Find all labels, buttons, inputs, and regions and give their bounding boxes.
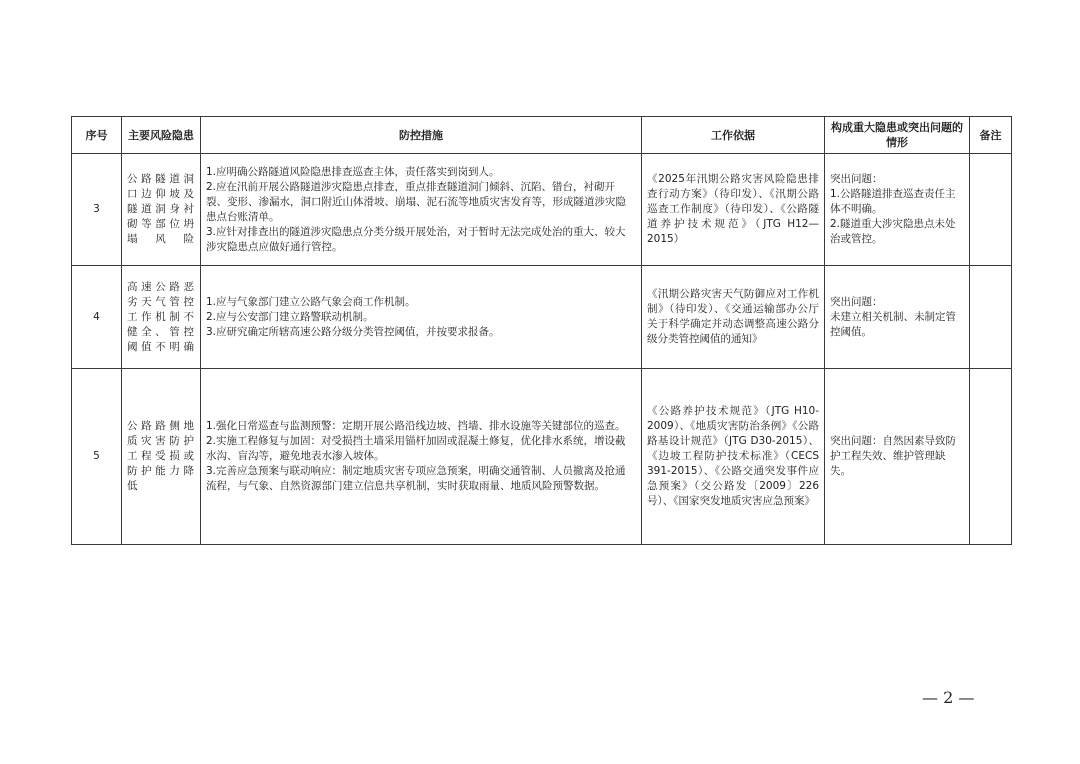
issue-item: 突出问题： [830, 295, 883, 308]
header-measures: 防控措施 [201, 117, 642, 154]
issue-item: 突出问题：自然因素导致防护工程失效、维护管理缺失。 [830, 435, 956, 477]
issues-cell [825, 266, 970, 369]
basis-cell: 《公路养护技术规范》（JTG H10-2009）、《地质灾害防治条例》《公路路基设计规范》（JTG D30-2015）、《边坡工程防护技术标准》（CECS 391-2015）、《公路交通突发事件应急预案》（交公路发〔2009〕226号）、《国家突发地质灾害应急预案》 [642, 369, 825, 545]
note-cell [970, 154, 1012, 266]
page-number: — 2 — [922, 688, 975, 707]
issues-cell [825, 369, 970, 545]
risk-description: 高速公路恶劣天气管控工作机制不健全、管控阈值不明确 [122, 266, 201, 369]
risk-description: 公路路侧地质灾害防护工程受损或防护能力降低 [122, 369, 201, 545]
row-number: 5 [72, 369, 122, 545]
issue-item: 未建立相关机制、未制定管控阈值。 [830, 310, 956, 338]
measure-item: 1.应明确公路隧道风险隐患排查巡查主体，责任落实到岗到人。 [206, 165, 500, 178]
measures-cell [201, 266, 642, 369]
risk-description: 公路隧道洞口边仰坡及隧道洞身衬砌等部位坍塌风险 [122, 154, 201, 266]
table-header-row [72, 117, 1012, 154]
row-number: 3 [72, 154, 122, 266]
table-row [72, 154, 1012, 266]
measure-item: 2.应在汛前开展公路隧道涉灾隐患点排查，重点排查隧道洞门倾斜、沉陷、错台，衬砌开裂、变形、渗漏水，洞口附近山体滑坡、崩塌、泥石流等地质灾害发育等，形成隧道涉灾隐患点台账清单。 [206, 180, 626, 223]
measure-item: 3.应研究确定所辖高速公路分级分类管控阈值，并按要求报备。 [206, 325, 500, 338]
header-no: 序号 [72, 117, 122, 154]
table-row [72, 266, 1012, 369]
header-issues: 构成重大隐患或突出问题的情形 [825, 117, 970, 154]
basis-cell: 《汛期公路灾害天气防御应对工作机制》（待印发）、《交通运输部办公厅关于科学确定并动态调整高速公路分级分类管控阈值的通知》 [642, 266, 825, 369]
measures-cell [201, 369, 642, 545]
issue-item: 突出问题： [830, 173, 883, 185]
header-risk: 主要风险隐患 [122, 117, 201, 154]
measures-cell [201, 154, 642, 266]
measure-item: 1.强化日常巡查与监测预警：定期开展公路沿线边坡、挡墙、排水设施等关键部位的巡查。 [206, 420, 626, 432]
header-basis: 工作依据 [642, 117, 825, 154]
note-cell [970, 266, 1012, 369]
table-row [72, 369, 1012, 545]
issue-item: 2.隧道重大涉灾隐患点未处治或管控。 [830, 218, 956, 245]
note-cell [970, 369, 1012, 545]
measure-item: 1.应与气象部门建立公路气象会商工作机制。 [206, 295, 416, 308]
row-number: 4 [72, 266, 122, 369]
measure-item: 2.实施工程修复与加固：对受损挡土墙采用锚杆加固或混凝土修复，优化排水系统，增设截水沟、盲沟等，避免地表水渗入坡体。 [206, 435, 626, 462]
issues-cell [825, 154, 970, 266]
measure-item: 3.应针对排查出的隧道涉灾隐患点分类分级开展处治，对于暂时无法完成处治的重大、较大涉灾隐患点应做好通行管控。 [206, 225, 626, 253]
issue-item: 1.公路隧道排查巡查责任主体不明确。 [830, 188, 956, 215]
measure-item: 2.应与公安部门建立路警联动机制。 [206, 310, 374, 323]
basis-cell: 《2025年汛期公路灾害风险隐患排查行动方案》（待印发）、《汛期公路巡查工作制度》（待印发）、《公路隧道养护技术规范》（JTG H12—2015） [642, 154, 825, 266]
measure-item: 3.完善应急预案与联动响应：制定地质灾害专项应急预案，明确交通管制、人员撤离及抢通流程，与气象、自然资源部门建立信息共享机制，实时获取雨量、地质风险预警数据。 [206, 465, 626, 492]
header-note: 备注 [970, 117, 1012, 154]
risk-table [71, 116, 1012, 545]
